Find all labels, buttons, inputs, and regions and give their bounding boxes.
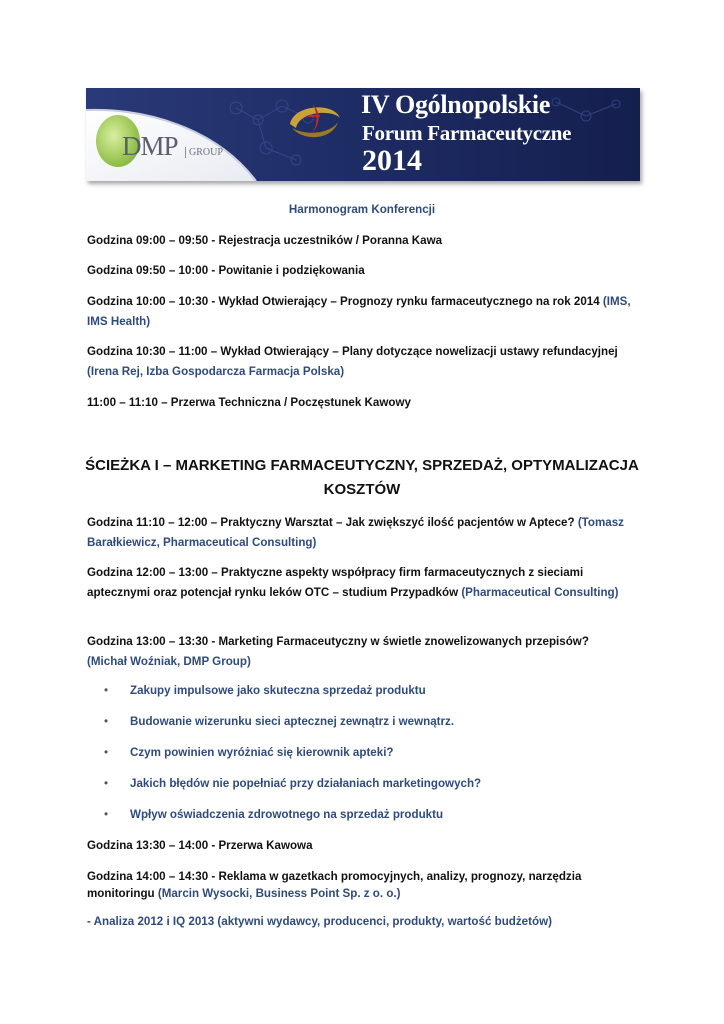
speaker: (Irena Rej, Izba Gospodarcza Farmacja Polska) [87,365,345,378]
bullet-icon: • [104,715,109,728]
speaker: (Pharmaceutical Consulting) [461,586,619,599]
bullet-icon: • [104,777,109,790]
item-text: Godzina 10:00 – 10:30 - Wykład Otwierający – Prognozy rynku farmaceutycznego na rok 2014 [87,295,603,308]
schedule-item-registration: Godzina 09:00 – 09:50 - Rejestracja uczestników / Poranna Kawa [87,234,443,247]
schedule-item-welcome: Godzina 09:50 – 10:00 - Powitanie i podziękowania [87,264,365,277]
track-heading-line2: KOSZTÓW [323,481,401,498]
schedule-item-workshop [87,513,624,533]
speaker: (Marcin Wysocki, Business Point Sp. z o. o.) [157,887,401,900]
banner-title-line2: Forum Farmaceutyczne [362,121,572,145]
analysis-item: - Analiza 2012 i IQ 2013 (aktywni wydawcy, producenci, produkty, wartość budżetów) [87,915,552,928]
schedule-item-advertising: Godzina 14:00 – 14:30 - Reklama w gazetkach promocyjnych, analizy, prognozy, narzędzia [87,870,582,883]
banner-title-year: 2014 [362,144,422,177]
document-page: DMP GROUP IV Ogólnopolskie Forum Farmaceutyczne 2014 Harmonogram Konferencji Godzina 09:00 – 09:50 - Rejestracja uczestników / Poranna Kawa Godzina 09:50 – 10:00 - Powitanie i podziękowania Godzina 10:00 – 10:30 - Wykład Otwierający – Prognozy rynku farmaceutycznego na rok 2014 (IMS, IMS Health) Godzina 10:30 – 11:00 – Wykład Otwierający – Plany dotyczące nowelizacji ustawy refundacyjnej (Irena Rej, Izba Gospodarcza Farmacja Polska) 11:00 – 11:10 – Przerwa Techniczna / Poczęstunek Kawowy ŚCIEŻKA I – MARKETING FARMACEUTYCZNY, SPRZEDAŻ, OPTYMALIZACJA KOSZTÓW Godzina 11:10 – 12:00 – Praktyczny Warsztat – Jak zwiększyć ilość pacjentów w Aptece? (Tomasz Barałkiewicz, Pharmaceutical Consulting) Godzina 12:00 – 13:00 – Praktyczne aspekty współpracy firm farmaceutycznych z sieciami aptecznymi oraz potencjał rynku leków OTC – studium Przypadków (Pharmaceutical Consulting) Godzina 13:00 – 13:30 - Marketing Farmaceutyczny w świetle znowelizowanych przepisów? (Michał Woźniak, DMP Group) • Zakupy impulsowe jako skuteczna sprzedaż produktu • Budowanie wizerunku sieci aptecznej zewnątrz i wewnątrz. • Czym powinien wyróżniać się kierownik apteki? • Jakich błędów nie popełniać przy działaniach marketingowych? • Wpływ oświadczenia zdrowotnego na sprzedaż produktu Godzina 13:30 – 14:00 - Przerwa Kawowa Godzina 14:00 – 14:30 - Reklama w gazetkach promocyjnych, analizy, prognozy, narzędzia monitoringu (Marcin Wysocki, Business Point Sp. z o. o.) - Analiza 2012 i IQ 2013 (aktywni wydawcy, producenci, produkty, wartość budżetów) [0,0,724,1024]
brand-dmp: DMP [122,131,178,161]
bullet-icon: • [104,808,109,821]
track-heading [60,454,664,502]
schedule-title: Harmonogram Konferencji [288,203,436,216]
item-text: Godzina 11:10 – 12:00 – Praktyczny Warsztat – Jak zwiększyć ilość pacjentów w Aptece? [87,516,578,529]
schedule-item-coffee-break: Godzina 13:30 – 14:00 - Przerwa Kawowa [87,839,313,852]
speaker: (IMS, [602,295,631,308]
banner-title-line1: IV Ogólnopolskie [361,90,551,119]
speaker: (Michał Woźniak, DMP Group) [87,655,251,668]
item-text: aptecznymi oraz potencjał rynku leków OTC – studium Przypadków [87,586,462,599]
schedule-item-cooperation-continued [87,583,619,603]
track-heading-line1: ŚCIEŻKA I – MARKETING FARMACEUTYCZNY, SPRZEDAŻ, OPTYMALIZACJA [85,457,639,474]
schedule-item-marketing: Godzina 13:00 – 13:30 - Marketing Farmaceutyczny w świetle znowelizowanych przepisów? [87,635,589,648]
brand-group: GROUP [185,147,223,158]
bullet-icon: • [104,746,109,759]
schedule-item-opening-lecture-1 [87,292,631,312]
schedule-item-cooperation: Godzina 12:00 – 13:00 – Praktyczne aspekty współpracy firm farmaceutycznych z sieciami [87,566,584,579]
bullet-icon: • [104,684,109,697]
speaker: (Tomasz [577,516,624,529]
speaker-continued: IMS Health) [87,315,151,328]
item-text: monitoringu [87,887,158,900]
schedule-item-break: 11:00 – 11:10 – Przerwa Techniczna / Poczęstunek Kawowy [87,396,411,409]
schedule-item-advertising-continued [87,884,401,904]
schedule-item-opening-lecture-2: Godzina 10:30 – 11:00 – Wykład Otwierający – Plany dotyczące nowelizacji ustawy refundacyjnej [87,345,618,358]
speaker-continued: Barałkiewicz, Pharmaceutical Consulting) [87,536,317,549]
conference-banner [86,88,640,181]
